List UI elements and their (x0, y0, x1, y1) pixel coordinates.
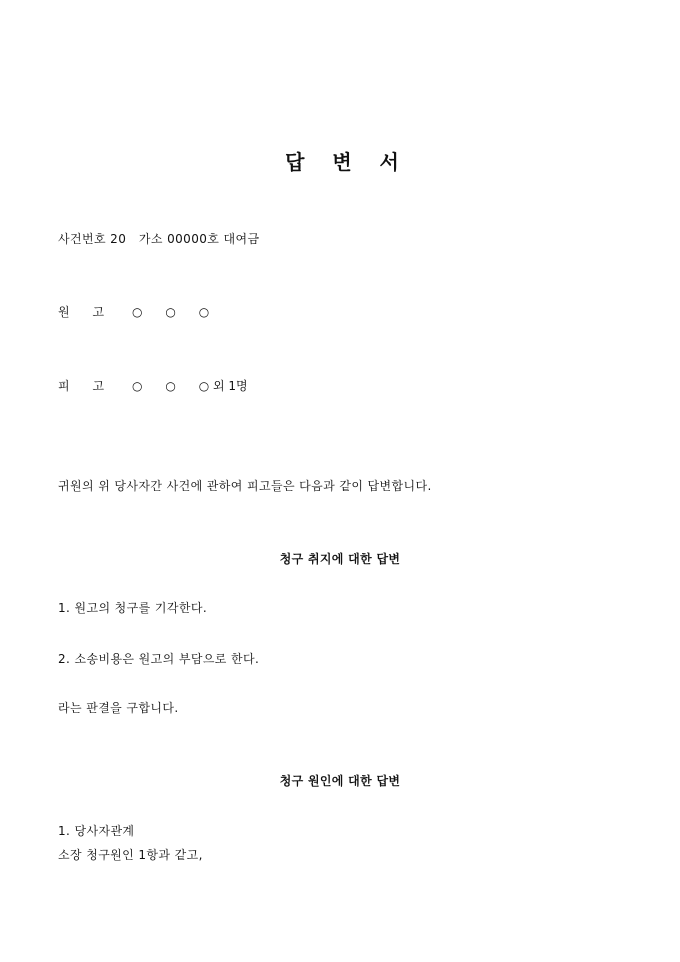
claim-item-2: 2. 소송비용은 원고의 부담으로 한다. (58, 652, 260, 666)
intro-paragraph: 귀원의 위 당사자간 사건에 관하여 피고들은 다음과 같이 답변합니다. (58, 479, 432, 493)
plaintiff-label: 원 고 (58, 305, 105, 319)
section-heading-claim-purpose: 청구 취지에 대한 답변 (279, 552, 401, 566)
claim-closing: 라는 판결을 구합니다. (58, 701, 179, 715)
plaintiff-line (58, 304, 209, 320)
claim-item-1: 1. 원고의 청구를 기각한다. (58, 601, 208, 615)
cause-item-1-body: 소장 청구원인 1항과 같고, (58, 848, 203, 862)
cause-item-1-title: 1. 당사자관계 (58, 824, 135, 838)
plaintiff-names: ○ ○ ○ (132, 305, 210, 319)
document-title: 답 변 서 (285, 150, 399, 174)
defendant-line (58, 378, 248, 394)
defendant-label: 피 고 (58, 379, 105, 393)
case-number-line: 사건번호 20 가소 00000호 대여금 (58, 232, 260, 246)
section-heading-claim-cause: 청구 원인에 대한 답변 (279, 774, 401, 788)
defendant-names: ○ ○ ○ 외 1명 (132, 379, 248, 393)
